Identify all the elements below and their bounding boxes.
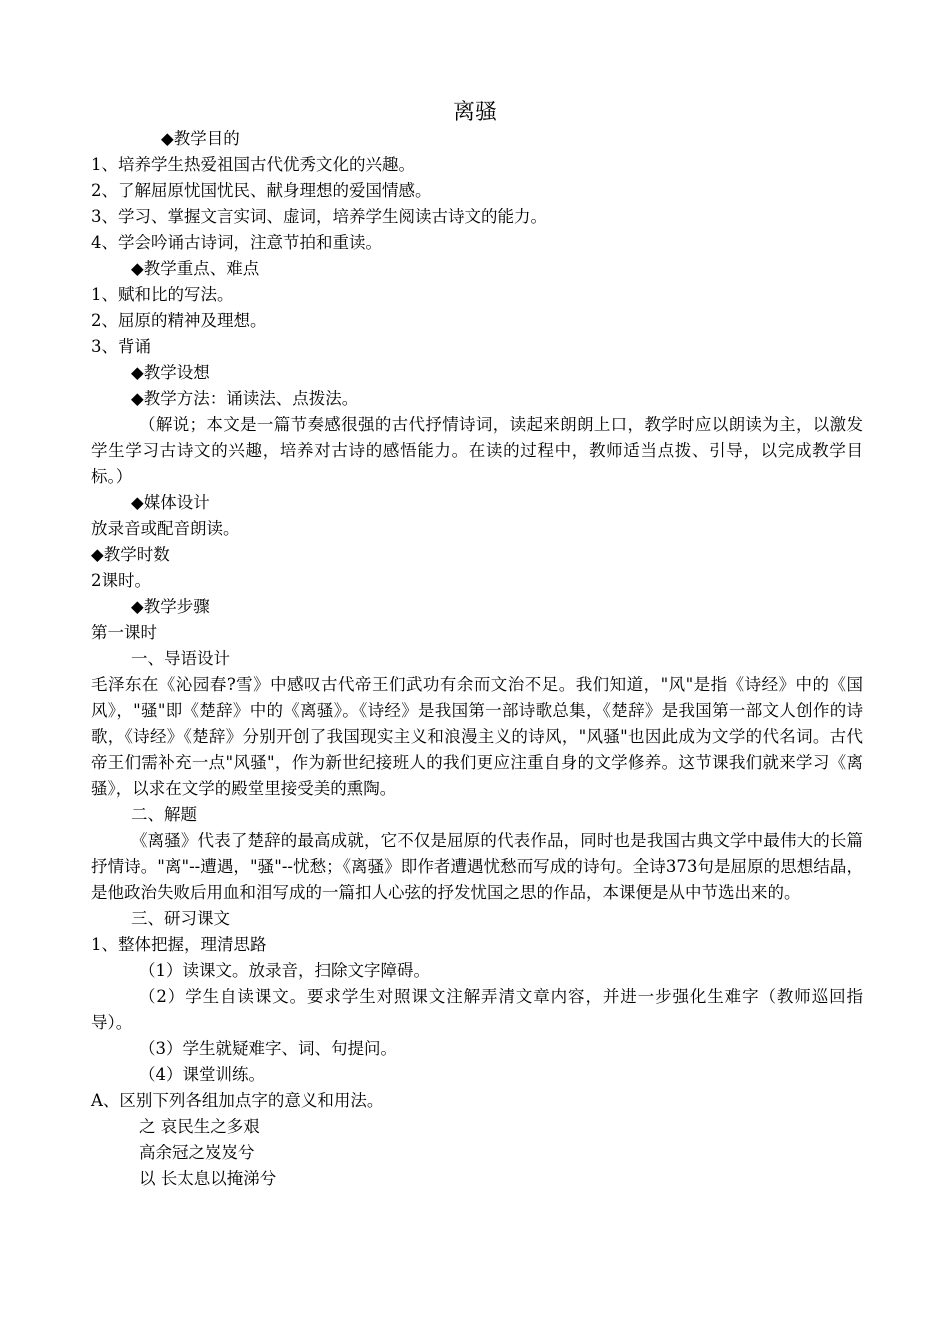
section-heading-hours: ◆教学时数	[91, 545, 170, 564]
exercise-heading: A、区别下列各组加点字的意义和用法。	[91, 1091, 384, 1110]
key-point-item: 3、背诵	[91, 337, 151, 356]
explanation-paragraph: （解说；本文是一篇节奏感很强的古代抒情诗词，读起来朗朗上口，教学时应以朗读为主，以激发学生学习古诗文的兴趣，培养对古诗的感悟能力。在读的过程中，教师适当点拨、引导，以完成教学目标。）	[91, 415, 863, 486]
study-step-item: （1）读课文。放录音，扫除文字障碍。	[139, 961, 430, 980]
study-step-item: （2）学生自读课文。要求学生对照课文注解弄清文章内容，并进一步强化生难字（教师巡回指导）。	[91, 987, 863, 1032]
section-heading-key-points: ◆教学重点、难点	[131, 259, 260, 278]
key-point-item: 1、赋和比的写法。	[91, 285, 234, 304]
title-explanation-paragraph: 《离骚》代表了楚辞的最高成就，它不仅是屈原的代表作品，同时也是我国古典文学中最伟大的长篇抒情诗。"离"--遭遇，"骚"--忧愁；《离骚》即作者遭遇忧愁而写成的诗句。全诗373句是屈原的思想结晶，是他政治失败后用血和泪写成的一篇扣人心弦的抒发忧国之思的作品，本课便是从中节选出来的。	[91, 831, 863, 902]
lesson-heading: 第一课时	[91, 623, 157, 642]
media-text: 放录音或配音朗读。	[91, 519, 240, 538]
subheading-title-explanation: 二、解题	[131, 805, 197, 824]
section-heading-design: ◆教学设想	[131, 363, 210, 382]
page-title: 离骚	[452, 100, 497, 125]
subheading-intro: 一、导语设计	[131, 649, 230, 668]
hours-text: 2课时。	[91, 571, 151, 590]
section-heading-media: ◆媒体设计	[131, 493, 210, 512]
study-step-heading: 1、整体把握，理清思路	[91, 935, 267, 954]
exercise-line: 高余冠之岌岌兮	[139, 1143, 255, 1162]
key-point-item: 2、屈原的精神及理想。	[91, 311, 267, 330]
objective-item: 2、了解屈原忧国忧民、献身理想的爱国情感。	[91, 181, 432, 200]
subheading-study-text: 三、研习课文	[131, 909, 230, 928]
section-heading-methods: ◆教学方法：诵读法、点拨法。	[131, 389, 359, 408]
intro-paragraph: 毛泽东在《沁园春?雪》中感叹古代帝王们武功有余而文治不足。我们知道，"风"是指《诗经》中的《国风》，"骚"即《楚辞》中的《离骚》。《诗经》是我国第一部诗歌总集，《楚辞》是我国第一部文人创作的诗歌，《诗经》《楚辞》分别开创了我国现实主义和浪漫主义的诗风，"风骚"也因此成为文学的代名词。古代帝王们需补充一点"风骚"，作为新世纪接班人的我们更应注重自身的文学修养。这节课我们就来学习《离骚》，以求在文学的殿堂里接受美的熏陶。	[91, 675, 863, 798]
section-heading-objectives: ◆教学目的	[161, 129, 240, 148]
exercise-line: 以 长太息以掩涕兮	[139, 1169, 277, 1188]
study-step-item: （4）课堂训练。	[139, 1065, 265, 1084]
objective-item: 4、学会吟诵古诗词，注意节拍和重读。	[91, 233, 382, 252]
objective-item: 1、培养学生热爱祖国古代优秀文化的兴趣。	[91, 155, 415, 174]
document-body	[91, 126, 863, 1192]
section-heading-steps: ◆教学步骤	[131, 597, 210, 616]
exercise-line: 之 哀民生之多艰	[139, 1117, 260, 1136]
objective-item: 3、学习、掌握文言实词、虚词，培养学生阅读古诗文的能力。	[91, 207, 547, 226]
study-step-item: （3）学生就疑难字、词、句提问。	[139, 1039, 397, 1058]
